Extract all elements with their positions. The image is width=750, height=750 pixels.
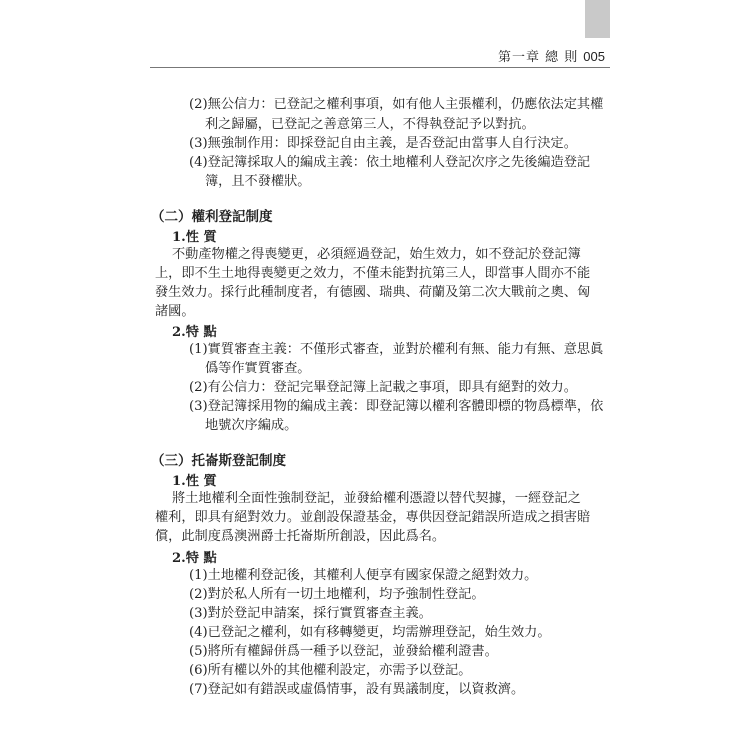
subsection-label: 1.性 質: [172, 474, 217, 489]
paragraph-line: 償，此制度爲澳洲爵士托崙斯所創設，因此爲名。: [155, 529, 446, 544]
list-item-line: (3)對於登記申請案，採行實質審查主義。: [189, 606, 432, 621]
list-item-line: (4)已登記之權利，如有移轉變更，均需辦理登記，始生效力。: [189, 625, 551, 640]
paragraph-line: 將土地權利全面性強制登記，並發給權利憑證以替代契據，一經登記之: [172, 491, 581, 506]
running-header: [483, 46, 605, 66]
paragraph-line: 發生效力。採行此種制度者，有德國、瑞典、荷蘭及第二次大戰前之奧、匈: [155, 285, 591, 300]
list-item-line: (2)對於私人所有一切土地權利，均予強制性登記。: [189, 587, 485, 602]
list-item-line: (1)土地權利登記後，其權利人便享有國家保證之絕對效力。: [189, 568, 538, 583]
list-item-line: 地號次序編成。: [205, 418, 298, 433]
list-item-line: 利之歸屬，已登記之善意第三人，不得執登記予以對抗。: [205, 117, 535, 132]
subsection-label: 2.特 點: [172, 325, 217, 340]
subsection-label: 1.性 質: [172, 230, 217, 245]
list-item-line: (2)有公信力：登記完畢登記簿上記載之事項，即具有絕對的效力。: [189, 380, 577, 395]
list-item-line: (7)登記如有錯誤或虛僞情事，設有異議制度，以資救濟。: [189, 682, 525, 697]
paragraph-line: 不動產物權之得喪變更，必須經過登記，始生效力，如不登記於登記簿: [172, 247, 581, 262]
header-rule: [150, 67, 610, 68]
paragraph-line: 諸國。: [155, 304, 195, 319]
chapter-thumb-tab: [585, 0, 610, 38]
list-item-line: (4)登記簿採取人的編成主義：依土地權利人登記次序之先後編造登記: [189, 155, 591, 170]
section-heading: （三）托崙斯登記制度: [151, 453, 286, 469]
chapter-title: 第一章 總 則: [498, 50, 579, 65]
list-item-line: (6)所有權以外的其他權利設定，亦需予以登記。: [189, 663, 472, 678]
list-item-line: (5)將所有權歸併爲一種予以登記，並發給權利證書。: [189, 644, 498, 659]
section-heading: （二）權利登記制度: [151, 209, 273, 225]
list-item-line: 簿，且不發權狀。: [205, 174, 311, 189]
list-item-line: (3)登記簿採用物的編成主義：即登記簿以權利客體即標的物爲標準，依: [189, 399, 604, 414]
subsection-label: 2.特 點: [172, 551, 217, 566]
list-item-line: 僞等作實質審查。: [205, 361, 311, 376]
list-item-line: (3)無強制作用：即採登記自由主義，是否登記由當事人自行決定。: [189, 136, 577, 151]
list-item-line: (1)實質審查主義：不僅形式審查，並對於權利有無、能力有無、意思眞: [189, 342, 604, 357]
paragraph-line: 上，即不生土地得喪變更之效力，不僅未能對抗第三人，即當事人間亦不能: [155, 266, 591, 281]
page-number: 005: [583, 49, 605, 64]
paragraph-line: 權利，即具有絕對效力。並創設保證基金，專供因登記錯誤所造成之損害賠: [155, 510, 591, 525]
list-item-line: (2)無公信力：已登記之權利事項，如有他人主張權利，仍應依法定其權: [189, 97, 604, 112]
